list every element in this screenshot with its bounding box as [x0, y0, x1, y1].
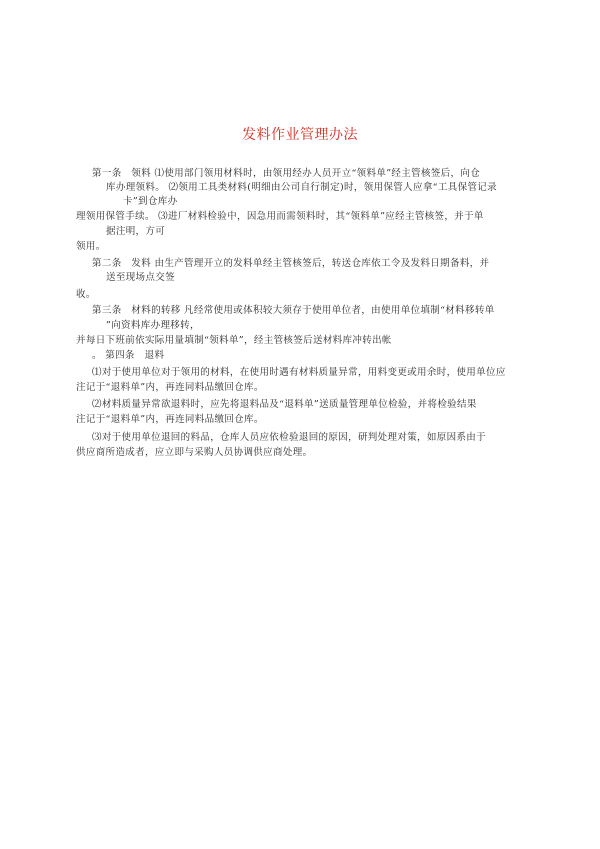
article-2-line-3: 收。 [76, 289, 96, 300]
article-4-item-3-line-1: ⑶对于使用单位退回的料品，仓库人员应依检验退回的原因，研判处理对策，如原因系由于 [92, 432, 487, 443]
article-3-line-3: 并每日下班前依实际用量填制“领料单”，经主管核签后送材料库冲转出帐 [76, 335, 392, 346]
article-2-line-2: 送至现场点交签 [106, 272, 175, 283]
article-4-item-1-line-1: ⑴对于使用单位对于领用的材料，在使用时遇有材料质量异常，用料变更或用余时，使用单位应 [92, 367, 506, 378]
article-4-item-3-line-2: 供应商所造成者，应立即与采购人员协调供应商处理。 [76, 447, 313, 458]
article-4-item-2-line-1: ⑵材料质量异常欲退料时，应先将退料品及“退料单”送质量管理单位检验，并将检验结果 [92, 399, 477, 410]
article-3-line-1: 第三条 材料的转移 凡经常使用或体积较大须存于使用单位者，由使用单位填制“材料移转单 [92, 305, 495, 316]
article-2-line-1: 第二条 发料 由生产管理开立的发料单经主管核签后，转送仓库依工令及发料日期备料，并 [92, 258, 490, 269]
article-4-item-1-line-2: 注记于“退料单”内，再连同料品缴回仓库。 [76, 382, 264, 393]
article-4-heading: 。 第四条 退料 [92, 350, 165, 361]
article-4-item-2-line-2: 注记于“退料单”内，再连同料品缴回仓库。 [76, 414, 264, 425]
article-1-line-5: 据注明，方可 [106, 226, 166, 237]
article-1-line-1: 第一条 领料 ⑴使用部门领用材料时，由领用经办人员开立“领料单”经主管核签后，向仓 [92, 168, 481, 179]
document-title: 发料作业管理办法 [242, 127, 358, 143]
article-3-line-2: ”向资料库办理移转， [106, 320, 200, 331]
article-1-line-2: 库办理领料。 ⑵领用工具类材料(明细由公司自行制定)时，领用保管人应拿“工具保管记录 [106, 182, 497, 193]
article-1-line-3: 卡”到仓库办 [123, 196, 178, 207]
article-1-line-4: 理领用保管手续。 ⑶进厂材料检验中，因急用而需领料时，其“领料单”应经主管核签，并于单 [76, 211, 484, 222]
article-1-line-6: 领用。 [76, 241, 106, 252]
